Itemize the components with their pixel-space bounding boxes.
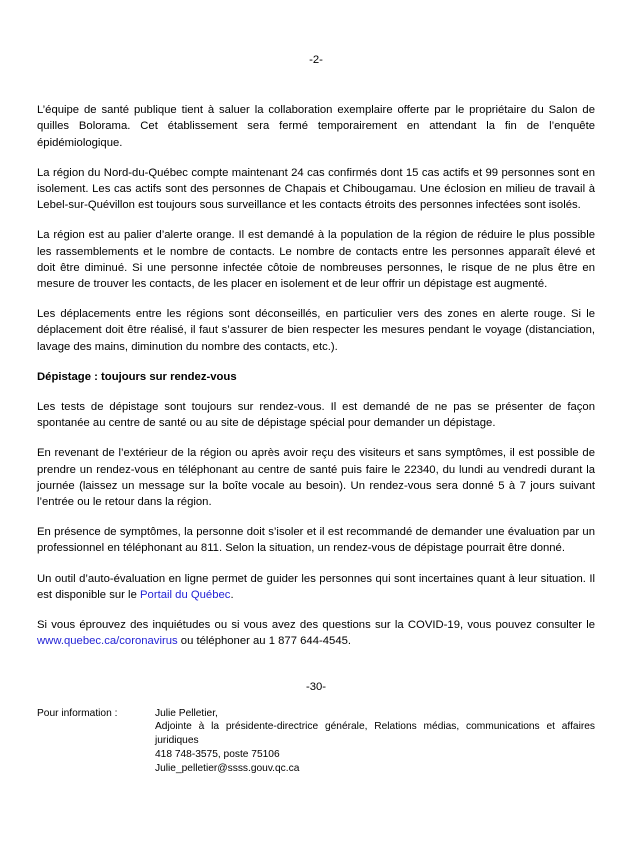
- paragraph-covid-questions: [37, 617, 595, 649]
- section-heading-depistage: Dépistage : toujours sur rendez-vous: [37, 370, 237, 383]
- paragraph-symptoms-811: En présence de symptômes, la personne doit s’isoler et il est recommandé de demander une évaluation par un professionnel en téléphonant au 811. Selon la situation, un rendez-vous de dépistage pourrait être donné.: [37, 526, 595, 555]
- paragraph-collaboration-bolorama: L’équipe de santé publique tient à saluer la collaboration exemplaire offerte par le propriétaire du Salon de quilles Bolorama. Cet établissement sera fermé temporairement en attendant la fin de l’enquête épidémiologique.: [37, 104, 595, 149]
- contact-phone: 418 748-3575, poste 75106: [155, 749, 280, 761]
- paragraph-case-counts: La région du Nord-du-Québec compte maintenant 24 cas confirmés dont 15 cas actifs et 99 personnes sont en isolement. Les cas actifs sont des personnes de Chapais et Chibougamau. Une éclosion en milieu de travail à Lebel-sur-Quévillon est toujours sous surveillance et les contacts étroits des personnes infectées sont isolés.: [37, 166, 595, 212]
- paragraph-self-evaluation-text: Un outil d’auto-évaluation en ligne permet de guider les personnes qui sont incertaines quant à leur situation. Il est disponible sur le: [37, 572, 595, 601]
- contact-title: Adjointe à la présidente-directrice générale, Relations médias, communications et affaires juridiques: [155, 721, 595, 747]
- paragraph-covid-questions-phone: ou téléphoner au 1 877 644-4545.: [177, 635, 352, 648]
- paragraph-self-evaluation: [37, 571, 595, 603]
- paragraph-appointments-only: Les tests de dépistage sont toujours sur rendez-vous. Il est demandé de ne pas se présenter de façon spontanée au centre de santé ou au site de dépistage spécial pour demander un dépistage.: [37, 401, 595, 430]
- contact-name: Julie Pelletier,: [155, 707, 218, 719]
- contact-block: [37, 707, 595, 776]
- end-mark: -30-: [305, 681, 327, 694]
- paragraph-alert-orange: La région est au palier d’alerte orange. Il est demandé à la population de la région de réduire le plus possible les rassemblements et le nombre de contacts. Le nombre de contacts entre les personnes apparaît élevé et doit être diminué. Si une personne infectée côtoie de nombreuses personnes, le risque de ne plus être en mesure de trouver les contacts, de les placer en isolement et de leur offrir un dépistage est augmenté.: [37, 229, 595, 291]
- contact-email: Julie_pelletier@ssss.gouv.qc.ca: [155, 762, 300, 774]
- paragraph-covid-questions-text: Si vous éprouvez des inquiétudes ou si vous avez des questions sur la COVID-19, vous pouvez consulter le: [37, 619, 595, 632]
- paragraph-travel-advisory: Les déplacements entre les régions sont déconseillés, en particulier vers des zones en alerte rouge. Si le déplacement doit être réalisé, il faut s’assurer de bien respecter les mesures pendant le voyage (distanciation, lavage des mains, diminution du nombre des contacts, etc.).: [37, 308, 595, 353]
- contact-label: Pour information :: [37, 707, 118, 719]
- paragraph-self-evaluation-period: .: [230, 588, 234, 601]
- page-number: -2-: [309, 54, 323, 66]
- contact-details: [155, 707, 595, 776]
- quebec-coronavirus-link[interactable]: www.quebec.ca/coronavirus: [37, 635, 178, 648]
- portail-du-quebec-link[interactable]: Portail du Québec: [140, 588, 231, 601]
- paragraph-returning-travellers: En revenant de l’extérieur de la région ou après avoir reçu des visiteurs et sans symptômes, il est possible de prendre un rendez-vous en téléphonant au centre de santé puis faire le 22340, du lundi au vendredi durant la journée (laissez un message sur la boîte vocale au besoin). Un rendez-vous sera donné 5 à 7 jours suivant l’entrée ou le retour dans la région.: [37, 447, 595, 509]
